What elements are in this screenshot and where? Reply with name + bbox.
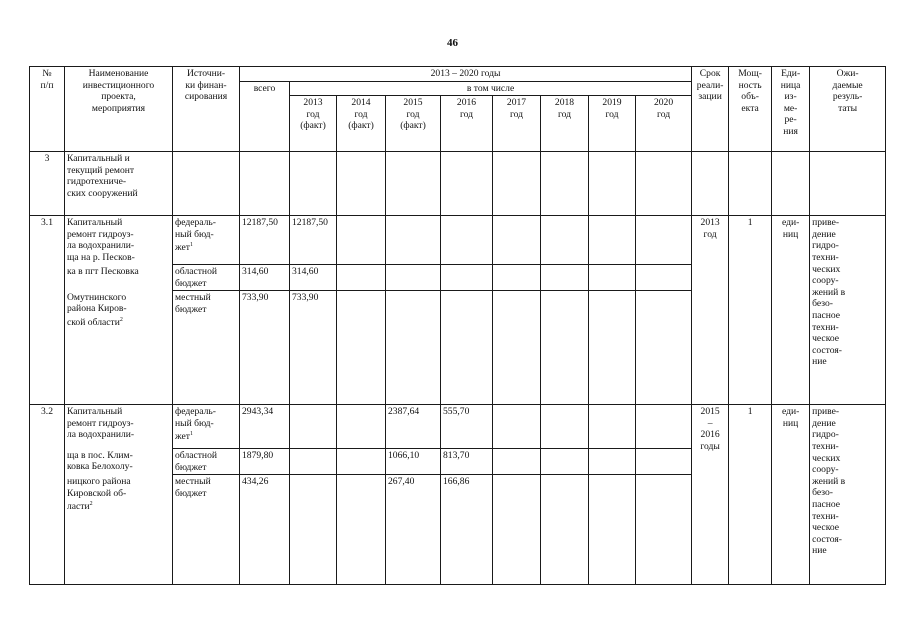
header-total: всего: [240, 81, 290, 152]
capacity: 1: [729, 405, 772, 585]
value-2016: [441, 265, 493, 291]
project-name-part: Капитальный ремонт гидроуз- ла водохранили- ща на р. Песков-: [65, 216, 173, 265]
project-name-part: ницкого района Кировской об- ласти$^2$: [65, 475, 173, 585]
header-year-2014: 2014 год (факт): [337, 96, 386, 152]
unit: еди- ниц: [772, 405, 810, 585]
value-2016: [441, 216, 493, 265]
value-total: 733,90: [240, 291, 290, 405]
header-year-2017: 2017 год: [493, 96, 541, 152]
value-2015: [386, 265, 441, 291]
value-2015: 1066,10: [386, 449, 441, 475]
value-total: 1879,80: [240, 449, 290, 475]
project-name-part: Омутнинского района Киров- ской области$^2$: [65, 291, 173, 405]
header-num: № п/п: [30, 67, 65, 152]
value-2013: 733,90: [290, 291, 337, 405]
funding-source: федераль- ный бюд- жет$^1$: [173, 216, 240, 265]
value-2013: [290, 449, 337, 475]
header-expected: Ожи- даемые резуль- таты: [810, 67, 886, 152]
term: 2013 год: [692, 216, 729, 405]
value-2015: [386, 291, 441, 405]
header-year-2019: 2019 год: [589, 96, 636, 152]
funding-source: областной бюджет: [173, 265, 240, 291]
funding-source: областной бюджет: [173, 449, 240, 475]
value-2013: 314,60: [290, 265, 337, 291]
expected-result: приве- дение гидро- техни- ческих соору- жений в безо- пасное техни- ческое состоя- ние: [810, 405, 886, 585]
header-source: Источни- ки финан- сирования: [173, 67, 240, 152]
value-2015: [386, 216, 441, 265]
value-2013: [290, 475, 337, 585]
value-2015: 267,40: [386, 475, 441, 585]
header-year-2018: 2018 год: [541, 96, 589, 152]
header-year-2016: 2016 год: [441, 96, 493, 152]
value-total: 434,26: [240, 475, 290, 585]
unit: еди- ниц: [772, 216, 810, 405]
header-year-2015: 2015 год (факт): [386, 96, 441, 152]
value-2013: 12187,50: [290, 216, 337, 265]
row-num: 3: [30, 152, 65, 216]
header-year-2013: 2013 год (факт): [290, 96, 337, 152]
header-name: Наименование инвестиционного проекта, мероприятия: [65, 67, 173, 152]
row-num: 3.1: [30, 216, 65, 405]
value-2016: 555,70: [441, 405, 493, 449]
investment-table: [29, 66, 886, 585]
funding-source: местный бюджет: [173, 291, 240, 405]
page-number: 46: [447, 37, 458, 49]
header-unit: Еди- ница из- ме- ре- ния: [772, 67, 810, 152]
value-2016: 166,86: [441, 475, 493, 585]
table-row: [30, 152, 886, 216]
expected-result: приве- дение гидро- техни- ческих соору- жений в безо- пасное техни- ческое состоя- ние: [810, 216, 886, 405]
table-row: [30, 405, 886, 449]
value-2016: 813,70: [441, 449, 493, 475]
table-row: [30, 216, 886, 265]
funding-source: местный бюджет: [173, 475, 240, 585]
row-num: 3.2: [30, 405, 65, 585]
capacity: 1: [729, 216, 772, 405]
header-year-2020: 2020 год: [636, 96, 692, 152]
value-total: 12187,50: [240, 216, 290, 265]
value-2016: [441, 291, 493, 405]
value-total: 2943,34: [240, 405, 290, 449]
project-name-part: ща в пос. Клим- ковка Белохолу-: [65, 449, 173, 475]
header-including: в том числе: [290, 81, 692, 96]
funding-source: федераль- ный бюд- жет$^1$: [173, 405, 240, 449]
header-term: Срок реали- зации: [692, 67, 729, 152]
section-name: Капитальный и текущий ремонт гидротехниче- ских сооружений: [65, 152, 173, 216]
value-total: 314,60: [240, 265, 290, 291]
term: 2015 – 2016 годы: [692, 405, 729, 585]
value-2013: [290, 405, 337, 449]
value-2015: 2387,64: [386, 405, 441, 449]
header-period: 2013 – 2020 годы: [240, 67, 692, 82]
project-name-part: Капитальный ремонт гидроуз- ла водохранили-: [65, 405, 173, 449]
project-name-part: ка в пгт Песковка: [65, 265, 173, 291]
header-capacity: Мощ- ность объ- екта: [729, 67, 772, 152]
